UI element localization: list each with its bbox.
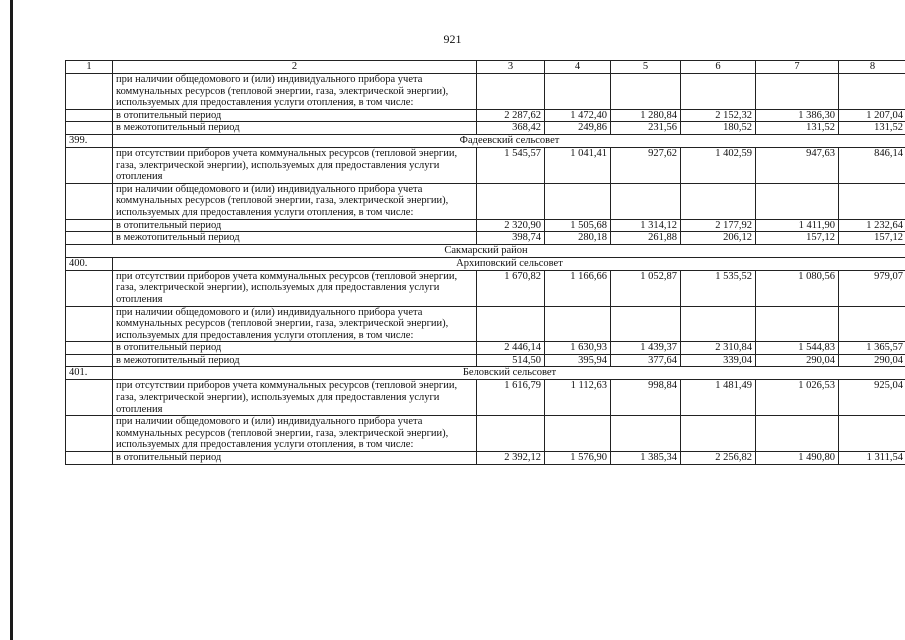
- column-header: 2: [113, 61, 477, 74]
- index-cell: [66, 380, 113, 416]
- value-cell: [681, 416, 756, 452]
- value-cell: 231,56: [611, 122, 681, 135]
- value-cell: 157,12: [756, 232, 839, 245]
- index-cell: [66, 306, 113, 342]
- row-label: в межотопительный период: [113, 354, 477, 367]
- value-cell: 131,52: [756, 122, 839, 135]
- value-cell: [681, 183, 756, 219]
- index-cell: [66, 109, 113, 122]
- value-cell: 1 545,57: [477, 147, 545, 183]
- value-cell: 1 280,84: [611, 109, 681, 122]
- value-cell: [611, 416, 681, 452]
- value-cell: 1 385,34: [611, 452, 681, 465]
- tariff-table: [65, 60, 905, 465]
- value-cell: [756, 306, 839, 342]
- row-label: при отсутствии приборов учета коммунальных ресурсов (тепловой энергии, газа, электрической энергии), используемых для предоставления услуги отопления: [113, 270, 477, 306]
- description-row: [66, 74, 905, 110]
- value-cell: [477, 74, 545, 110]
- value-cell: 1 311,54: [839, 452, 905, 465]
- value-cell: 249,86: [545, 122, 611, 135]
- section-title: Беловский сельсовет: [113, 367, 905, 380]
- table-row: [66, 147, 905, 183]
- value-cell: 1 207,04: [839, 109, 905, 122]
- value-cell: 1 670,82: [477, 270, 545, 306]
- value-cell: 377,64: [611, 354, 681, 367]
- value-cell: 998,84: [611, 380, 681, 416]
- value-cell: [477, 416, 545, 452]
- column-header: 1: [66, 61, 113, 74]
- value-cell: 1 052,87: [611, 270, 681, 306]
- table-row: [66, 219, 905, 232]
- section-row: [66, 134, 905, 147]
- table-row: [66, 270, 905, 306]
- value-cell: 206,12: [681, 232, 756, 245]
- value-cell: 2 392,12: [477, 452, 545, 465]
- value-cell: [839, 416, 905, 452]
- value-cell: 2 446,14: [477, 342, 545, 355]
- value-cell: 1 386,30: [756, 109, 839, 122]
- value-cell: [611, 74, 681, 110]
- index-cell: [66, 342, 113, 355]
- table-row: [66, 342, 905, 355]
- index-cell: [66, 232, 113, 245]
- value-cell: 1 481,49: [681, 380, 756, 416]
- value-cell: 1 041,41: [545, 147, 611, 183]
- value-cell: [839, 183, 905, 219]
- value-cell: 947,63: [756, 147, 839, 183]
- value-cell: [681, 306, 756, 342]
- section-row: [66, 257, 905, 270]
- value-cell: [611, 183, 681, 219]
- value-cell: [839, 306, 905, 342]
- section-title: Фадеевский сельсовет: [113, 134, 905, 147]
- row-label: в отопительный период: [113, 219, 477, 232]
- value-cell: 2 152,32: [681, 109, 756, 122]
- table-row: [66, 452, 905, 465]
- value-cell: [545, 306, 611, 342]
- description-row: [66, 306, 905, 342]
- page-edge-bar: [10, 0, 13, 640]
- index-cell: [66, 147, 113, 183]
- row-description: при наличии общедомового и (или) индивидуального прибора учета коммунальных ресурсов (тепловой энергии, газа, электрической энергии), используемых для предоставления услуги отопления, в том числе:: [113, 416, 477, 452]
- column-header: 4: [545, 61, 611, 74]
- column-header-row: [66, 61, 905, 74]
- value-cell: [756, 74, 839, 110]
- value-cell: 1 544,83: [756, 342, 839, 355]
- section-index: 401.: [66, 367, 113, 380]
- table-row: [66, 232, 905, 245]
- value-cell: 1 472,40: [545, 109, 611, 122]
- index-cell: [66, 183, 113, 219]
- value-cell: 2 287,62: [477, 109, 545, 122]
- column-header: 8: [839, 61, 905, 74]
- value-cell: 280,18: [545, 232, 611, 245]
- column-header: 3: [477, 61, 545, 74]
- row-label: при отсутствии приборов учета коммунальных ресурсов (тепловой энергии, газа, электрической энергии), используемых для предоставления услуги отопления: [113, 380, 477, 416]
- value-cell: 290,04: [756, 354, 839, 367]
- value-cell: 395,94: [545, 354, 611, 367]
- value-cell: [839, 74, 905, 110]
- value-cell: 2 310,84: [681, 342, 756, 355]
- value-cell: 1 576,90: [545, 452, 611, 465]
- row-label: в отопительный период: [113, 109, 477, 122]
- value-cell: [756, 183, 839, 219]
- section-title: Архиповский сельсовет: [113, 257, 905, 270]
- value-cell: 1 232,64: [839, 219, 905, 232]
- value-cell: 925,04: [839, 380, 905, 416]
- value-cell: 131,52: [839, 122, 905, 135]
- table-row: [66, 380, 905, 416]
- value-cell: 1 505,68: [545, 219, 611, 232]
- table-row: [66, 122, 905, 135]
- value-cell: 514,50: [477, 354, 545, 367]
- value-cell: 1 112,63: [545, 380, 611, 416]
- value-cell: [681, 74, 756, 110]
- value-cell: [545, 183, 611, 219]
- value-cell: [611, 306, 681, 342]
- value-cell: 2 177,92: [681, 219, 756, 232]
- value-cell: 846,14: [839, 147, 905, 183]
- row-description: при наличии общедомового и (или) индивидуального прибора учета коммунальных ресурсов (тепловой энергии, газа, электрической энергии), используемых для предоставления услуги отопления, в том числе:: [113, 74, 477, 110]
- section-index: 400.: [66, 257, 113, 270]
- value-cell: 180,52: [681, 122, 756, 135]
- value-cell: 398,74: [477, 232, 545, 245]
- value-cell: 1 411,90: [756, 219, 839, 232]
- value-cell: 1 402,59: [681, 147, 756, 183]
- value-cell: 2 256,82: [681, 452, 756, 465]
- index-cell: [66, 452, 113, 465]
- index-cell: [66, 219, 113, 232]
- row-description: при наличии общедомового и (или) индивидуального прибора учета коммунальных ресурсов (тепловой энергии, газа, электрической энергии), используемых для предоставления услуги отопления, в том числе:: [113, 183, 477, 219]
- value-cell: 979,07: [839, 270, 905, 306]
- value-cell: 1 490,80: [756, 452, 839, 465]
- value-cell: [545, 416, 611, 452]
- district-title: Сакмарский район: [66, 244, 905, 257]
- row-label: в межотопительный период: [113, 122, 477, 135]
- index-cell: [66, 270, 113, 306]
- row-label: в отопительный период: [113, 452, 477, 465]
- description-row: [66, 183, 905, 219]
- index-cell: [66, 416, 113, 452]
- value-cell: 1 080,56: [756, 270, 839, 306]
- row-description: при наличии общедомового и (или) индивидуального прибора учета коммунальных ресурсов (тепловой энергии, газа, электрической энергии), используемых для предоставления услуги отопления, в том числе:: [113, 306, 477, 342]
- index-cell: [66, 122, 113, 135]
- column-header: 7: [756, 61, 839, 74]
- value-cell: [477, 306, 545, 342]
- value-cell: 290,04: [839, 354, 905, 367]
- section-index: 399.: [66, 134, 113, 147]
- value-cell: [477, 183, 545, 219]
- value-cell: 339,04: [681, 354, 756, 367]
- value-cell: 927,62: [611, 147, 681, 183]
- value-cell: 1 365,57: [839, 342, 905, 355]
- value-cell: [756, 416, 839, 452]
- column-header: 5: [611, 61, 681, 74]
- value-cell: 1 314,12: [611, 219, 681, 232]
- column-header: 6: [681, 61, 756, 74]
- index-cell: [66, 354, 113, 367]
- value-cell: 1 166,66: [545, 270, 611, 306]
- index-cell: [66, 74, 113, 110]
- value-cell: 1 439,37: [611, 342, 681, 355]
- value-cell: 157,12: [839, 232, 905, 245]
- row-label: при отсутствии приборов учета коммунальных ресурсов (тепловой энергии, газа, электрической энергии), используемых для предоставления услуги отопления: [113, 147, 477, 183]
- value-cell: 1 026,53: [756, 380, 839, 416]
- description-row: [66, 416, 905, 452]
- page-number: 921: [443, 32, 462, 46]
- value-cell: 2 320,90: [477, 219, 545, 232]
- value-cell: 261,88: [611, 232, 681, 245]
- value-cell: 1 535,52: [681, 270, 756, 306]
- row-label: в межотопительный период: [113, 232, 477, 245]
- table-row: [66, 354, 905, 367]
- table-row: [66, 109, 905, 122]
- value-cell: 1 630,93: [545, 342, 611, 355]
- district-row: [66, 244, 905, 257]
- section-row: [66, 367, 905, 380]
- value-cell: 368,42: [477, 122, 545, 135]
- row-label: в отопительный период: [113, 342, 477, 355]
- value-cell: 1 616,79: [477, 380, 545, 416]
- value-cell: [545, 74, 611, 110]
